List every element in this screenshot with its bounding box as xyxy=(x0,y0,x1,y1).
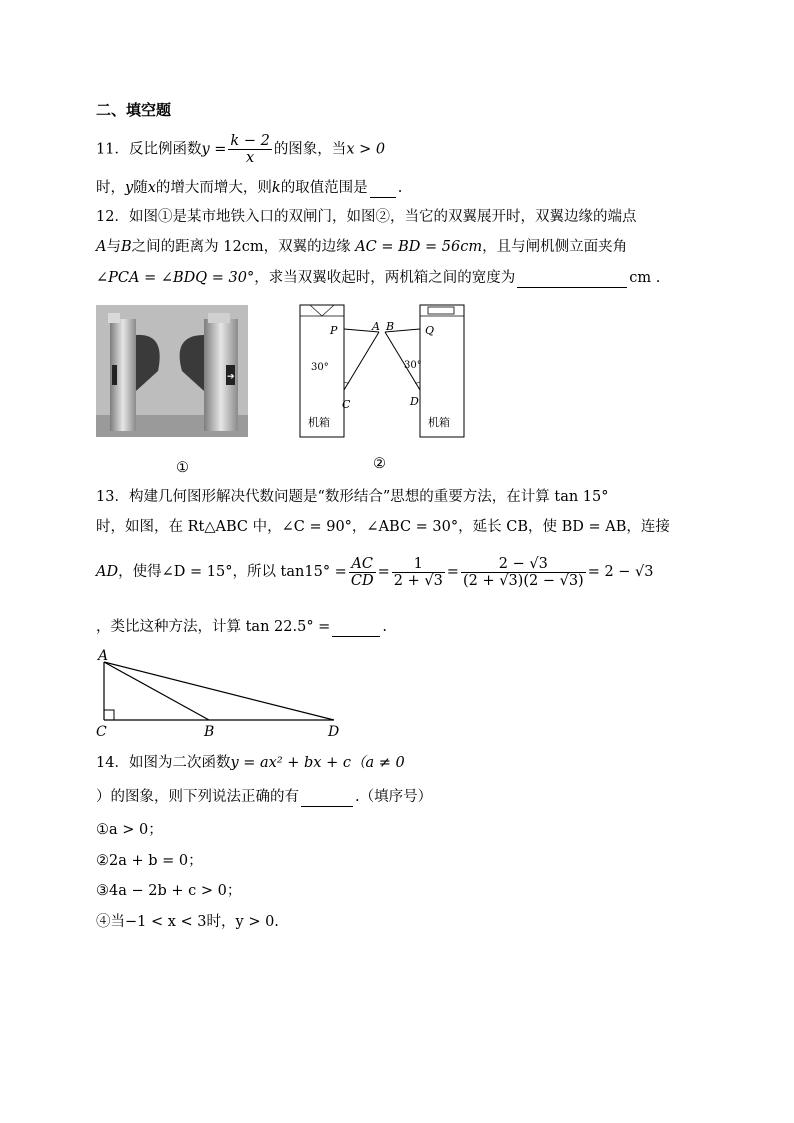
q13-AD: AD xyxy=(96,564,119,580)
q12-line1 xyxy=(96,207,636,227)
q14-option-4: ④当−1 < x < 3时，y > 0. xyxy=(96,914,279,930)
label-P: P xyxy=(330,324,338,337)
q11-l2c: 的取值范围是 xyxy=(280,180,368,196)
q13-text1: 构建几何图形解决代数问题是“数形结合”思想的重要方法，在计算 tan 15° xyxy=(128,489,609,505)
q12-B: B xyxy=(120,239,132,255)
q11-answer-blank[interactable] xyxy=(370,197,396,198)
q13-frac3-den: (2 + √3)(2 − √3) xyxy=(462,572,584,589)
angle-left: 30° xyxy=(311,362,329,373)
right-box-label: 机箱 xyxy=(428,416,450,429)
q13-frac3 xyxy=(461,556,586,589)
q14-answer-blank[interactable] xyxy=(301,806,353,807)
q11-fraction xyxy=(228,133,271,166)
gate-photo-drawing xyxy=(96,305,248,437)
q14-condition: （a ≠ 0 xyxy=(350,755,405,771)
q12-l2-end: ，且与闸机侧立面夹角 xyxy=(482,239,628,255)
q12-l3-eq: ∠PCA = ∠BDQ = 30° xyxy=(96,270,255,286)
q13-l4-text: ，类比这种方法，计算 tan 22.5° = xyxy=(96,619,331,635)
q12-A: A xyxy=(96,239,107,255)
q12-l3-rest: ，求当双翼收起时，两机箱之间的宽度为 xyxy=(254,270,516,286)
q13-line3: AD，使得∠D = 15°，所以 tan15° = $\frac{AC}{CD}$ = $\frac{1}{2 + √3}$ = $\frac{2 - √3}{(2 + √3)(2 - √3)}$ = 2 − √3 xyxy=(96,555,654,589)
q14-line1 xyxy=(96,753,405,773)
q12-l2-rest: 之间的距离为 12cm，双翼的边缘 xyxy=(131,239,351,255)
q13-number: 13． xyxy=(96,489,129,505)
tri-label-C: C xyxy=(96,724,107,740)
q13-frac2-num: 1 xyxy=(392,556,445,573)
q14-option-2: ②2a + b = 0； xyxy=(96,853,203,869)
q11-l2b: 的增大而增大，则 xyxy=(155,180,272,196)
q12-unit: cm . xyxy=(629,270,661,286)
q11-l2-k: k xyxy=(271,180,281,196)
label-C: C xyxy=(342,398,351,411)
q13-frac2 xyxy=(392,556,445,589)
q11-l2-x: x xyxy=(147,180,156,196)
q11-l2a: 时， xyxy=(96,180,125,196)
q12-figure1-photo xyxy=(96,305,248,437)
q12-figure2-label: ② xyxy=(373,456,386,472)
q13-frac1-num: AC xyxy=(349,556,376,573)
q13-l4-end: . xyxy=(382,619,387,635)
svg-text:➔: ➔ xyxy=(227,372,235,382)
q12-yu: 与 xyxy=(106,239,121,255)
q13-l3-end: = 2 − √3 xyxy=(587,564,654,580)
tri-label-B: B xyxy=(204,724,215,740)
q12-line3 xyxy=(96,268,660,288)
q14-l2-end: .（填序号） xyxy=(355,789,433,805)
q12-text1: 如图①是某市地铁入口的双闸门，如图②，当它的双翼展开时，双翼边缘的端点 xyxy=(128,209,637,225)
label-B: B xyxy=(386,320,395,333)
q13-line2: 时，如图，在 Rt△ABC 中，∠C = 90°，∠ABC = 30°，延长 CB，使 BD = AB，连接 xyxy=(96,519,670,535)
q12-figure1-label: ① xyxy=(176,460,189,476)
q11-frac-den: x xyxy=(246,150,255,166)
angle-right: 30° xyxy=(404,360,422,371)
tri-label-D: D xyxy=(328,724,340,740)
left-box-label: 机箱 xyxy=(308,416,330,429)
q11-condition: x > 0 xyxy=(346,141,386,158)
label-D: D xyxy=(410,395,419,408)
q14-line2 xyxy=(96,787,432,807)
label-Q: Q xyxy=(425,324,435,337)
q14-number: 14． xyxy=(96,755,129,771)
q11-y: y xyxy=(201,141,210,158)
q13-line1 xyxy=(96,487,609,507)
q12-figure2-diagram xyxy=(290,300,480,450)
q12-line2 xyxy=(96,237,627,257)
q11-l2-y: y xyxy=(125,180,134,196)
q11-line1: 11．反比例函数y = $\frac{k - 2}{x}$ 的图象，当x > 0 xyxy=(96,133,386,166)
q13-answer-blank[interactable] xyxy=(332,636,380,637)
q11-l2-sui: 随 xyxy=(133,180,148,196)
q14-equation: y = ax² + bx + c xyxy=(230,755,351,771)
q12-number: 12． xyxy=(96,209,129,225)
q12-answer-blank[interactable] xyxy=(517,287,627,288)
q13-triangle-figure xyxy=(94,644,354,740)
section-title: 二、填空题 xyxy=(96,101,172,119)
q14-option-3: ③4a − 2b + c > 0； xyxy=(96,883,242,899)
q11-number: 11． xyxy=(96,141,129,158)
q13-line4 xyxy=(96,617,387,637)
q13-l3-text: ，使得∠D = 15°，所以 tan15° = xyxy=(118,564,347,580)
q13-frac1 xyxy=(349,556,376,589)
q11-end: . xyxy=(397,180,403,196)
label-A: A xyxy=(372,320,380,333)
q14-l2-text: ）的图象，则下列说法正确的有 xyxy=(96,789,299,805)
tri-label-A: A xyxy=(98,648,109,664)
q14-l1-text: 如图为二次函数 xyxy=(128,755,231,771)
q12-l2-eq: AC = BD = 56cm xyxy=(355,239,483,255)
q13-frac1-den: CD xyxy=(350,572,374,589)
q11-line2 xyxy=(96,178,402,198)
q11-text-a: 反比例函数 xyxy=(128,141,202,158)
q11-text-b: 的图象，当 xyxy=(273,141,347,158)
q14-option-1: ①a > 0； xyxy=(96,822,163,838)
q11-frac-num: k − 2 xyxy=(230,133,270,149)
q13-frac3-num: 2 − √3 xyxy=(461,556,586,573)
q13-frac2-den: 2 + √3 xyxy=(393,572,443,589)
